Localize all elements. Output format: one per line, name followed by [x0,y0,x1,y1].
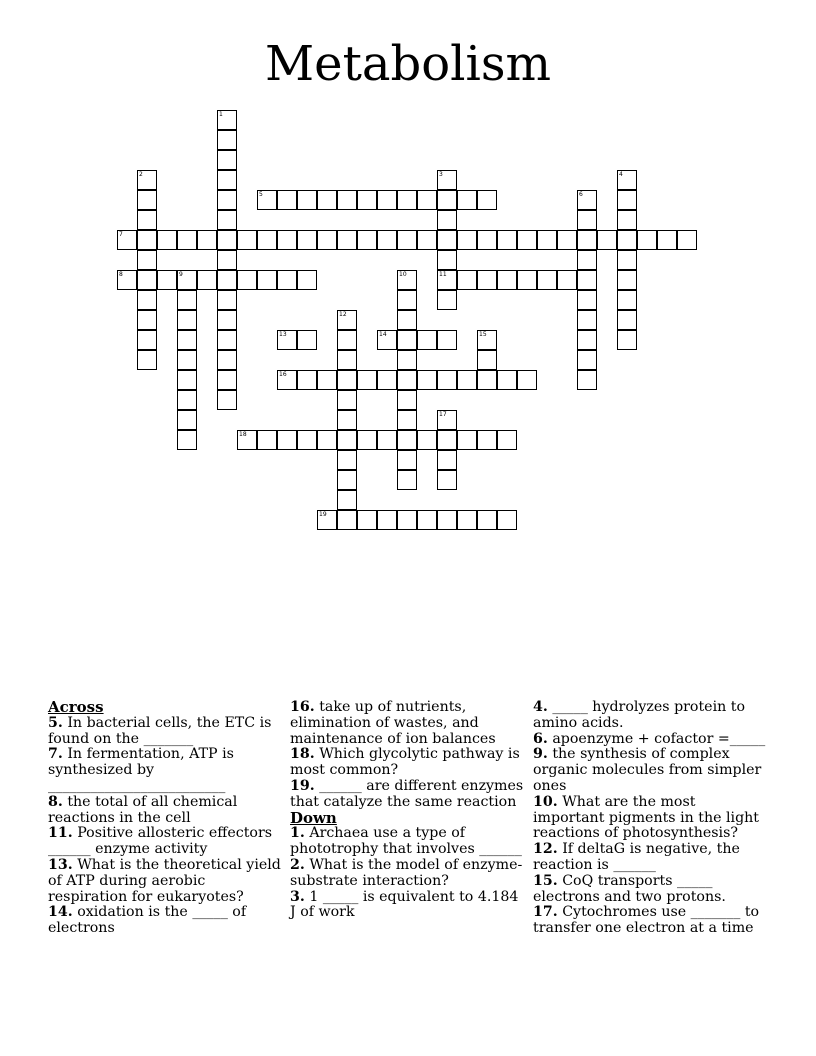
grid-cell[interactable] [377,430,397,450]
grid-cell[interactable] [277,270,297,290]
clue-text: If deltaG is negative, the reaction is ______ [533,841,740,873]
grid-cell[interactable] [397,410,417,430]
grid-cell[interactable] [197,270,217,290]
grid-cell[interactable] [137,210,157,230]
grid-cell[interactable] [437,190,457,210]
grid-cell[interactable] [577,350,597,370]
grid-cell[interactable] [477,330,497,350]
clue-number: 19 [319,511,327,518]
clue-text: In bacterial cells, the ETC is found on the _______ [48,714,272,747]
grid-cell[interactable] [117,270,137,290]
grid-cell[interactable] [437,170,457,190]
grid-cell[interactable] [217,110,237,130]
grid-cell[interactable] [177,270,197,290]
grid-cell[interactable] [277,230,297,250]
grid-cell[interactable] [217,270,237,290]
grid-cell[interactable] [337,470,357,490]
grid-cell[interactable] [137,170,157,190]
grid-cell[interactable] [617,270,637,290]
grid-cell[interactable] [317,370,337,390]
grid-cell[interactable] [357,430,377,450]
grid-cell[interactable] [337,350,357,370]
grid-cell[interactable] [437,330,457,350]
clue-number: 13 [279,331,287,338]
clue-number-label: 7. [48,746,63,763]
grid-cell[interactable] [397,510,417,530]
grid-cell[interactable] [177,410,197,430]
grid-cell[interactable] [417,430,437,450]
grid-cell[interactable] [177,390,197,410]
clue-number-label: 14. [48,904,73,921]
grid-cell[interactable] [397,290,417,310]
grid-cell[interactable] [437,270,457,290]
grid-cell[interactable] [617,290,637,310]
across-clue [48,747,284,794]
clue-number-label: 12. [533,841,558,858]
clue-text: Archaea use a type of phototrophy that involves ______ [290,825,522,858]
clue-number: 16 [279,371,287,378]
grid-cell[interactable] [417,370,437,390]
grid-cell[interactable] [357,370,377,390]
down-clue [290,826,526,858]
grid-cell[interactable] [357,510,377,530]
clue-text: the synthesis of complex organic molecules from simpler ones [533,746,762,794]
clue-number-label: 8. [48,793,63,810]
clue-text: apoenzyme + cofactor =_____ [547,730,766,747]
grid-cell[interactable] [437,410,457,430]
grid-cell[interactable] [177,350,197,370]
grid-cell[interactable] [257,190,277,210]
grid-cell[interactable] [397,450,417,470]
clue-text: Positive allosteric effectors ______ enzyme activity [48,825,273,858]
grid-cell[interactable] [217,130,237,150]
grid-cell[interactable] [517,370,537,390]
grid-cell[interactable] [397,330,417,350]
grid-cell[interactable] [257,230,277,250]
across-clue [290,779,526,811]
grid-cell[interactable] [477,430,497,450]
clue-text: CoQ transports _____ electrons and two protons. [533,872,726,905]
grid-cell[interactable] [337,450,357,470]
clue-number-label: 9. [533,746,548,763]
down-clue [533,795,769,842]
grid-cell[interactable] [397,190,417,210]
across-clue [48,905,284,937]
down-clue [533,747,769,794]
grid-cell[interactable] [397,390,417,410]
grid-cell[interactable] [537,270,557,290]
grid-cell[interactable] [137,350,157,370]
grid-cell[interactable] [617,210,637,230]
clue-number-label: 18. [290,746,315,763]
grid-cell[interactable] [377,190,397,210]
grid-cell[interactable] [317,510,337,530]
grid-cell[interactable] [137,290,157,310]
clue-text: What are the most important pigments in the light reactions of photosynthesis? [533,793,760,842]
grid-cell[interactable] [117,230,137,250]
grid-cell[interactable] [397,310,417,330]
grid-cell[interactable] [217,170,237,190]
clue-number-label: 3. [290,888,305,905]
grid-cell[interactable] [277,190,297,210]
grid-cell[interactable] [437,510,457,530]
down-list-a [290,826,526,921]
grid-cell[interactable] [217,390,237,410]
grid-cell[interactable] [597,230,617,250]
grid-cell[interactable] [277,430,297,450]
grid-cell[interactable] [537,230,557,250]
grid-cell[interactable] [317,230,337,250]
grid-cell[interactable] [377,230,397,250]
clue-number: 9 [179,271,183,278]
clue-number: 7 [119,231,123,238]
clue-number: 11 [439,271,447,278]
grid-cell[interactable] [577,190,597,210]
across-clue [48,716,284,748]
grid-cell[interactable] [437,470,457,490]
clue-text: In fermentation, ATP is synthesized by _________________________ [48,746,234,794]
clue-number-label: 4. [533,699,548,715]
clue-text: _____ hydrolyzes protein to amino acids. [533,699,746,731]
clue-number: 2 [139,171,143,178]
grid-cell[interactable] [577,370,597,390]
grid-cell[interactable] [657,230,677,250]
grid-cell[interactable] [437,230,457,250]
grid-cell[interactable] [217,190,237,210]
grid-cell[interactable] [177,230,197,250]
grid-cell[interactable] [237,430,257,450]
grid-cell[interactable] [497,510,517,530]
clue-text: take up of nutrients, elimination of wastes, and maintenance of ion balances [290,699,496,747]
grid-cell[interactable] [337,410,357,430]
grid-cell[interactable] [337,430,357,450]
clue-number: 3 [439,171,443,178]
grid-cell[interactable] [477,190,497,210]
across-list-b [290,700,526,811]
grid-cell[interactable] [237,270,257,290]
grid-cell[interactable] [617,190,637,210]
clue-number-label: 11. [48,825,73,842]
grid-cell[interactable] [457,510,477,530]
grid-cell[interactable] [157,230,177,250]
grid-cell[interactable] [137,310,157,330]
grid-cell[interactable] [437,450,457,470]
grid-cell[interactable] [217,310,237,330]
clue-text: ______ are different enzymes that catalyze the same reaction [290,777,524,810]
grid-cell[interactable] [337,370,357,390]
clue-number: 10 [399,271,407,278]
grid-cell[interactable] [617,330,637,350]
clue-number-label: 16. [290,699,315,715]
grid-cell[interactable] [317,190,337,210]
across-clue [48,795,284,827]
grid-cell[interactable] [457,270,477,290]
down-clue [533,700,769,732]
grid-cell[interactable] [417,330,437,350]
grid-cell[interactable] [477,270,497,290]
grid-cell[interactable] [277,330,297,350]
grid-cell[interactable] [257,430,277,450]
clue-text: Which glycolytic pathway is most common? [290,746,520,779]
clue-number-label: 19. [290,777,315,794]
grid-cell[interactable] [457,230,477,250]
clue-number: 6 [579,191,583,198]
clues-column-3 [533,700,769,937]
grid-cell[interactable] [337,190,357,210]
clue-number: 8 [119,271,123,278]
grid-cell[interactable] [457,190,477,210]
grid-cell[interactable] [557,230,577,250]
clue-text: the total of all chemical reactions in the cell [48,793,238,826]
grid-cell[interactable] [417,190,437,210]
grid-cell[interactable] [577,250,597,270]
grid-cell[interactable] [637,230,657,250]
grid-cell[interactable] [577,210,597,230]
grid-cell[interactable] [357,190,377,210]
grid-cell[interactable] [297,230,317,250]
grid-cell[interactable] [157,270,177,290]
grid-cell[interactable] [377,370,397,390]
grid-cell[interactable] [297,430,317,450]
grid-cell[interactable] [217,330,237,350]
clue-number-label: 1. [290,825,305,842]
grid-cell[interactable] [437,290,457,310]
grid-cell[interactable] [177,310,197,330]
grid-cell[interactable] [357,230,377,250]
grid-cell[interactable] [557,270,577,290]
grid-cell[interactable] [137,330,157,350]
grid-cell[interactable] [577,270,597,290]
clue-number: 4 [619,171,623,178]
grid-cell[interactable] [297,330,317,350]
grid-cell[interactable] [397,430,417,450]
grid-cell[interactable] [377,510,397,530]
grid-cell[interactable] [377,330,397,350]
grid-cell[interactable] [337,310,357,330]
grid-cell[interactable] [397,470,417,490]
down-clue [533,732,769,748]
across-heading: Across [48,698,104,716]
grid-cell[interactable] [457,370,477,390]
grid-cell[interactable] [137,190,157,210]
grid-cell[interactable] [337,330,357,350]
grid-cell[interactable] [617,230,637,250]
grid-cell[interactable] [317,430,337,450]
grid-cell[interactable] [397,350,417,370]
grid-cell[interactable] [237,230,257,250]
clue-number-label: 10. [533,793,558,810]
down-clue [533,905,769,937]
grid-cell[interactable] [437,210,457,230]
clue-number: 14 [379,331,387,338]
grid-cell[interactable] [477,350,497,370]
across-list-a [48,716,284,937]
across-clue [48,826,284,858]
clue-number: 18 [239,431,247,438]
grid-cell[interactable] [437,370,457,390]
grid-cell[interactable] [337,230,357,250]
clue-text: 1 _____ is equivalent to 4.184 J of work [290,888,519,921]
grid-cell[interactable] [257,270,277,290]
puzzle-title: Metabolism [265,36,551,92]
grid-cell[interactable] [577,230,597,250]
grid-cell[interactable] [517,270,537,290]
grid-cell[interactable] [297,370,317,390]
across-clue [290,700,526,747]
grid-cell[interactable] [137,250,157,270]
grid-cell[interactable] [137,230,157,250]
grid-cell[interactable] [197,230,217,250]
grid-cell[interactable] [397,370,417,390]
grid-cell[interactable] [497,430,517,450]
grid-cell[interactable] [217,250,237,270]
clue-text: What is the model of enzyme-substrate interaction? [290,856,523,889]
grid-cell[interactable] [177,430,197,450]
down-list-b [533,700,769,937]
grid-cell[interactable] [417,510,437,530]
clue-number: 5 [259,191,263,198]
grid-cell[interactable] [417,230,437,250]
grid-cell[interactable] [217,210,237,230]
grid-cell[interactable] [337,510,357,530]
grid-cell[interactable] [217,150,237,170]
grid-cell[interactable] [297,270,317,290]
grid-cell[interactable] [177,330,197,350]
across-clue [290,747,526,779]
grid-cell[interactable] [437,430,457,450]
grid-cell[interactable] [497,230,517,250]
down-heading: Down [290,808,337,827]
clue-number: 15 [479,331,487,338]
clue-text: Cytochromes use _______ to transfer one electron at a time [533,904,760,937]
clue-number: 1 [219,111,223,118]
grid-cell[interactable] [517,230,537,250]
clue-number: 17 [439,411,447,418]
grid-cell[interactable] [217,350,237,370]
clue-number-label: 13. [48,856,73,873]
grid-cell[interactable] [497,270,517,290]
clue-text: oxidation is the _____ of electrons [48,904,247,937]
grid-cell[interactable] [577,330,597,350]
grid-cell[interactable] [277,370,297,390]
grid-cell[interactable] [577,290,597,310]
grid-cell[interactable] [337,490,357,510]
across-clue [48,858,284,905]
grid-cell[interactable] [177,370,197,390]
down-clue [533,874,769,906]
grid-cell[interactable] [437,250,457,270]
grid-cell[interactable] [477,370,497,390]
clue-number-label: 5. [48,714,63,731]
down-clue [533,842,769,874]
grid-cell[interactable] [577,310,597,330]
grid-cell[interactable] [617,170,637,190]
grid-cell[interactable] [217,230,237,250]
grid-cell[interactable] [297,190,317,210]
clue-number-label: 17. [533,904,558,921]
clue-number-label: 6. [533,730,548,747]
grid-cell[interactable] [477,230,497,250]
grid-cell[interactable] [477,510,497,530]
grid-cell[interactable] [677,230,697,250]
clue-number-label: 2. [290,856,305,873]
clue-number-label: 15. [533,872,558,889]
grid-cell[interactable] [137,270,157,290]
grid-cell[interactable] [617,250,637,270]
grid-cell[interactable] [217,290,237,310]
down-clue [290,858,526,890]
grid-cell[interactable] [397,230,417,250]
clues-column-1 [48,700,284,937]
clues-column-2 [290,700,526,921]
clue-text: What is the theoretical yield of ATP during aerobic respiration for eukaryotes? [48,856,281,905]
grid-cell[interactable] [497,370,517,390]
grid-cell[interactable] [177,290,197,310]
grid-cell[interactable] [397,270,417,290]
grid-cell[interactable] [337,390,357,410]
grid-cell[interactable] [617,310,637,330]
clue-number: 12 [339,311,347,318]
grid-cell[interactable] [217,370,237,390]
down-clue [290,890,526,922]
grid-cell[interactable] [457,430,477,450]
